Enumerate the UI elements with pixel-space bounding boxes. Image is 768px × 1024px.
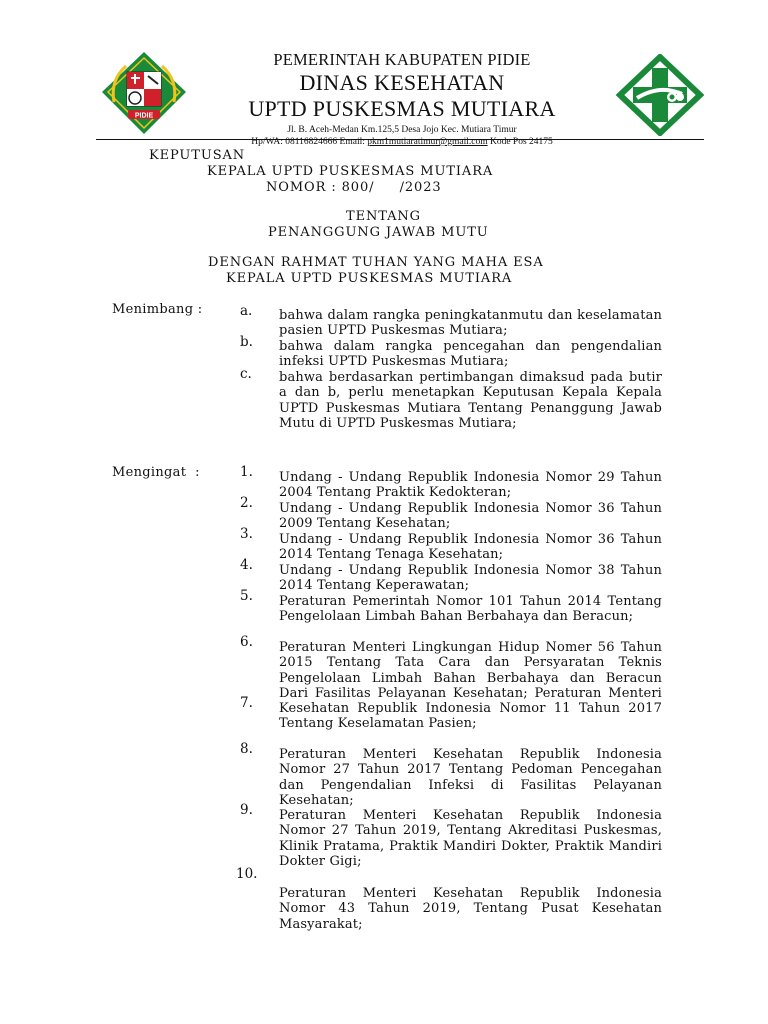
- letterhead-unit: UPTD PUSKESMAS MUTIARA: [248, 96, 556, 121]
- decree-tentang: TENTANG: [346, 209, 421, 224]
- letterhead-address: Jl. B. Aceh-Medan Km.125,5 Desa Jojo Kec. Mutiara Timur: [287, 125, 517, 135]
- decree-subject: PENANGGUNG JAWAB MUTU: [268, 225, 489, 240]
- menimbang-item-b: bahwa dalam rangka pencegahan dan pengendalian infeksi UPTD Puskesmas Mutiara;: [279, 339, 662, 370]
- mengingat-item-1: Undang - Undang Republik Indonesia Nomor 29 Tahun 2004 Tentang Praktik Kedokteran;: [279, 470, 662, 501]
- menimbang-item-a: bahwa dalam rangka peningkatanmutu dan keselamatan pasien UPTD Puskesmas Mutiara;: [279, 308, 662, 339]
- mengingat-mark-7: 7.: [240, 695, 253, 711]
- decree-number: NOMOR : 800/ /2023: [266, 180, 442, 195]
- mengingat-label: Mengingat :: [112, 465, 200, 480]
- mengingat-mark-8: 8.: [240, 741, 253, 757]
- letterhead: [190, 50, 614, 148]
- decree-invocation: DENGAN RAHMAT TUHAN YANG MAHA ESA: [208, 255, 544, 270]
- menimbang-mark-c: c.: [240, 366, 252, 382]
- contact-phone: Hp/WA: 08116824666 Email:: [251, 137, 368, 147]
- mengingat-item-8: Peraturan Menteri Kesehatan Republik Indonesia Nomor 27 Tahun 2019, Tentang Akreditasi Puskesmas, Klinik Pratama, Praktik Mandiri Dokter, Praktik Mandiri Dokter Gigi;: [279, 808, 662, 869]
- mengingat-mark-1: 1.: [240, 464, 253, 480]
- mengingat-mark-10: 10.: [236, 866, 258, 882]
- mengingat-item-9: Peraturan Menteri Kesehatan Republik Indonesia Nomor 43 Tahun 2019, Tentang Pusat Kesehatan Masyarakat;: [279, 886, 662, 932]
- logo-text: PIDIE: [134, 112, 154, 120]
- decree-issuer-repeat: KEPALA UPTD PUSKESMAS MUTIARA: [226, 271, 513, 286]
- mengingat-item-2: Undang - Undang Republik Indonesia Nomor 36 Tahun 2009 Tentang Kesehatan;: [279, 501, 662, 532]
- mengingat-item-5: Peraturan Pemerintah Nomor 101 Tahun 2014 Tentang Pengelolaan Limbah Bahan Berbahaya dan Beracun;: [279, 594, 662, 625]
- mengingat-mark-9: 9.: [240, 802, 253, 818]
- menimbang-item-c: bahwa berdasarkan pertimbangan dimaksud pada butir a dan b, perlu menetapkan Keputusan Kepala Kepala UPTD Puskesmas Mutiara Tentang Penanggung Jawab Mutu di UPTD Puskesmas Mutiara;: [279, 370, 662, 431]
- mengingat-item-4: Undang - Undang Republik Indonesia Nomor 38 Tahun 2014 Tentang Keperawatan;: [279, 563, 662, 594]
- mengingat-mark-2: 2.: [240, 495, 253, 511]
- decree-keputusan: KEPUTUSAN: [149, 148, 246, 163]
- pidie-regency-emblem-icon: [100, 50, 188, 136]
- letterhead-divider: [96, 139, 704, 140]
- mengingat-item-3: Undang - Undang Republik Indonesia Nomor 36 Tahun 2014 Tentang Tenaga Kesehatan;: [279, 532, 662, 563]
- mengingat-mark-5: 5.: [240, 588, 253, 604]
- menimbang-label: Menimbang :: [112, 302, 203, 317]
- contact-email-link[interactable]: pkm1mutiaratimur@gmail.com: [367, 137, 488, 147]
- letterhead-government: PEMERINTAH KABUPATEN PIDIE: [273, 50, 531, 69]
- decree-issuer: KEPALA UPTD PUSKESMAS MUTIARA: [207, 164, 494, 179]
- contact-postal: Kode Pos 24175: [487, 137, 553, 147]
- menimbang-mark-b: b.: [240, 334, 253, 350]
- letterhead-contact: [190, 136, 614, 148]
- mengingat-item-6: Peraturan Menteri Lingkungan Hidup Nomer 56 Tahun 2015 Tentang Tata Cara dan Persyaratan Teknis Pengelolaan Limbah Bahan Berbahaya dan Beracun Dari Fasilitas Pelayanan Kesehatan; Peraturan Menteri Kesehatan Republik Indonesia Nomor 11 Tahun 2017 Tentang Keselamatan Pasien;: [279, 640, 662, 732]
- letterhead-agency: DINAS KESEHATAN: [299, 70, 505, 95]
- mengingat-mark-4: 4.: [240, 557, 253, 573]
- puskesmas-logo-icon: [616, 54, 704, 136]
- mengingat-mark-3: 3.: [240, 526, 253, 542]
- mengingat-item-7: Peraturan Menteri Kesehatan Republik Indonesia Nomor 27 Tahun 2017 Tentang Pedoman Pencegahan dan Pengendalian Infeksi di Fasilitas Pelayanan Kesehatan;: [279, 747, 662, 808]
- menimbang-mark-a: a.: [240, 303, 253, 319]
- mengingat-mark-6: 6.: [240, 634, 253, 650]
